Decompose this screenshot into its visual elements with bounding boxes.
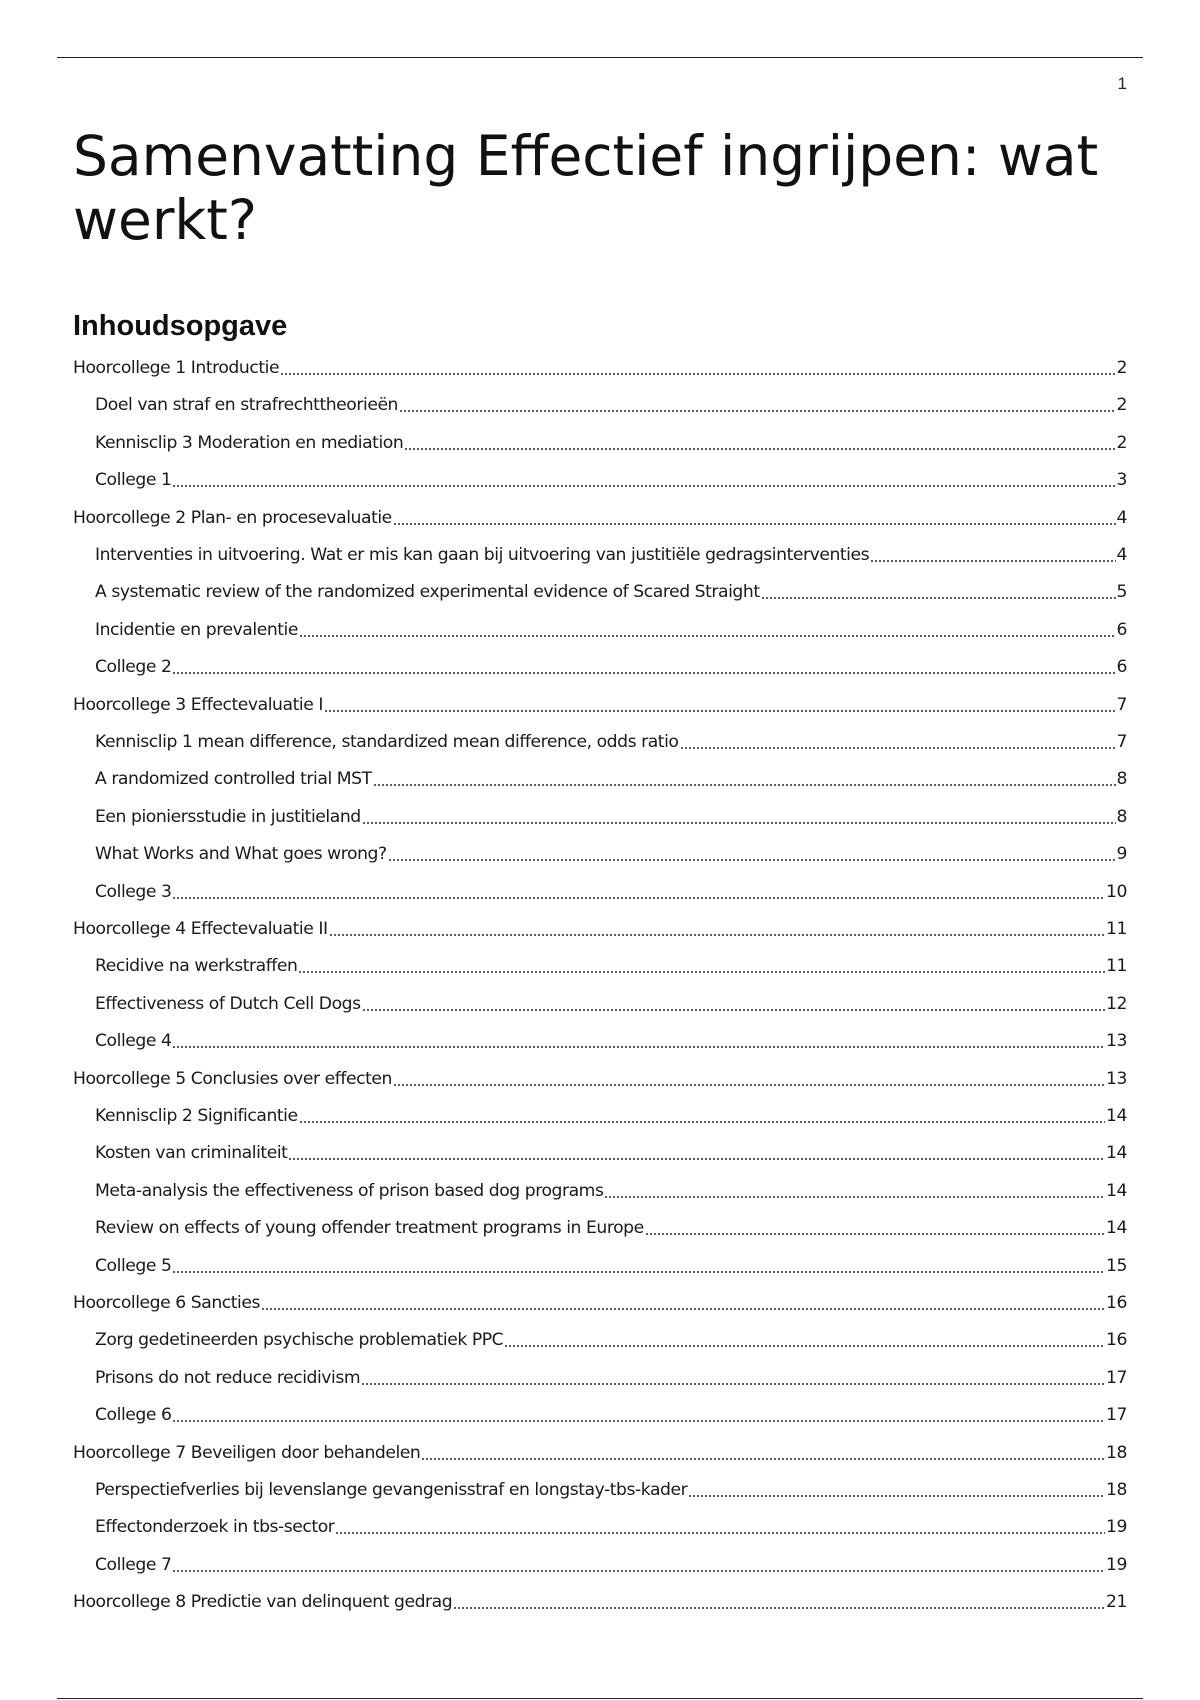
toc-entry-page: 17 bbox=[1106, 1367, 1127, 1388]
toc-dot-leader bbox=[399, 394, 1115, 416]
toc-entry[interactable] bbox=[73, 951, 1127, 977]
toc-entry-label: College 1 bbox=[95, 470, 172, 491]
toc-entry[interactable] bbox=[73, 1288, 1127, 1314]
toc-entry[interactable] bbox=[73, 428, 1127, 454]
toc-entry[interactable] bbox=[73, 1325, 1127, 1351]
toc-entry-label: A systematic review of the randomized experimental evidence of Scared Straight bbox=[95, 582, 760, 603]
toc-entry-page: 14 bbox=[1106, 1106, 1127, 1126]
toc-entry[interactable] bbox=[73, 690, 1127, 716]
toc-entry[interactable] bbox=[73, 1176, 1127, 1202]
toc-entry-label: Review on effects of young offender treatment programs in Europe bbox=[95, 1218, 644, 1239]
toc-entry[interactable] bbox=[73, 1251, 1127, 1277]
toc-entry-page: 7 bbox=[1116, 694, 1127, 715]
toc-entry-page: 18 bbox=[1106, 1480, 1127, 1500]
toc-entry-page: 14 bbox=[1106, 1143, 1127, 1164]
toc-entry-page: 13 bbox=[1106, 1031, 1127, 1052]
toc-dot-leader bbox=[680, 731, 1116, 753]
toc-entry-label: Meta-analysis the effectiveness of prison based dog programs bbox=[95, 1180, 604, 1201]
toc-entry[interactable] bbox=[73, 914, 1127, 940]
toc-dot-leader bbox=[172, 1030, 1105, 1052]
toc-entry-label: Recidive na werkstraffen bbox=[95, 956, 298, 977]
toc-entry-label: Hoorcollege 1 Introductie bbox=[73, 358, 280, 378]
toc-entry-page: 2 bbox=[1116, 395, 1127, 416]
toc-entry-page: 11 bbox=[1106, 956, 1127, 977]
toc-dot-leader bbox=[329, 918, 1105, 940]
toc-entry[interactable] bbox=[73, 877, 1127, 903]
toc-entry-page: 18 bbox=[1106, 1442, 1127, 1463]
toc-dot-leader bbox=[172, 469, 1115, 491]
toc-entry-page: 6 bbox=[1116, 657, 1127, 678]
toc-entry-page: 14 bbox=[1106, 1180, 1127, 1201]
toc-entry-label: Hoorcollege 8 Predictie van delinquent gedrag bbox=[73, 1592, 453, 1613]
toc-entry-page: 13 bbox=[1106, 1068, 1127, 1089]
toc-entry-page: 14 bbox=[1106, 1218, 1127, 1239]
toc-dot-leader bbox=[361, 1367, 1105, 1389]
toc-dot-leader bbox=[393, 507, 1116, 529]
toc-dot-leader bbox=[324, 694, 1116, 716]
toc-dot-leader bbox=[335, 1516, 1105, 1538]
toc-entry[interactable] bbox=[73, 1512, 1127, 1538]
toc-dot-leader bbox=[298, 955, 1105, 977]
toc-entry[interactable] bbox=[73, 652, 1127, 678]
toc-entry[interactable] bbox=[73, 390, 1127, 416]
toc-entry-label: College 7 bbox=[95, 1554, 172, 1575]
page-number: 1 bbox=[1117, 74, 1127, 93]
toc-entry-label: Hoorcollege 5 Conclusies over effecten bbox=[73, 1068, 392, 1089]
toc-entry[interactable] bbox=[73, 1438, 1127, 1464]
toc-dot-leader bbox=[504, 1329, 1105, 1351]
toc-entry-label: Kennisclip 1 mean difference, standardized mean difference, odds ratio bbox=[95, 732, 679, 752]
toc-entry-label: Hoorcollege 2 Plan- en procesevaluatie bbox=[73, 507, 392, 528]
toc-entry-page: 15 bbox=[1106, 1255, 1127, 1276]
toc-entry-label: College 2 bbox=[95, 657, 172, 678]
toc-entry[interactable] bbox=[73, 503, 1127, 529]
toc-dot-leader bbox=[172, 656, 1115, 678]
toc-dot-leader bbox=[645, 1217, 1105, 1239]
toc-entry-page: 4 bbox=[1116, 545, 1127, 565]
toc-dot-leader bbox=[299, 619, 1115, 641]
toc-entry-label: Perspectiefverlies bij levenslange gevangenisstraf en longstay-tbs-kader bbox=[95, 1480, 688, 1500]
toc-entry-label: Incidentie en prevalentie bbox=[95, 619, 299, 640]
toc-dot-leader bbox=[870, 544, 1115, 566]
toc-entry[interactable] bbox=[73, 1138, 1127, 1164]
document-title: Samenvatting Effectief ingrijpen: wat werkt? bbox=[73, 124, 1099, 252]
toc-entry[interactable] bbox=[73, 615, 1127, 641]
toc-entry-page: 10 bbox=[1106, 881, 1127, 902]
footer-rule bbox=[57, 1698, 1143, 1699]
toc-entry[interactable] bbox=[73, 1064, 1127, 1090]
toc-entry-page: 8 bbox=[1116, 769, 1127, 790]
toc-dot-leader bbox=[393, 1068, 1105, 1090]
toc-dot-leader bbox=[761, 581, 1116, 603]
toc-entry[interactable] bbox=[73, 1587, 1127, 1613]
toc-entry-label: College 3 bbox=[95, 881, 172, 902]
toc-entry-label: What Works and What goes wrong? bbox=[95, 844, 387, 865]
toc-entry-label: College 6 bbox=[95, 1405, 172, 1426]
toc-entry-page: 11 bbox=[1106, 919, 1127, 939]
toc-entry[interactable] bbox=[73, 1475, 1127, 1501]
toc-dot-leader bbox=[404, 432, 1115, 454]
toc-entry[interactable] bbox=[73, 1400, 1127, 1426]
toc-entry-label: Hoorcollege 3 Effectevaluatie I bbox=[73, 694, 323, 715]
toc-entry-page: 8 bbox=[1116, 806, 1127, 827]
toc-entry-label: Een pioniersstudie in justitieland bbox=[95, 806, 361, 827]
toc-entry-page: 12 bbox=[1106, 993, 1127, 1014]
toc-dot-leader bbox=[604, 1180, 1105, 1202]
toc-entry-label: Kennisclip 3 Moderation en mediation bbox=[95, 432, 404, 453]
toc-dot-leader bbox=[280, 357, 1115, 379]
toc-entry-page: 4 bbox=[1116, 507, 1127, 528]
toc-entry[interactable] bbox=[73, 353, 1127, 379]
toc-entry[interactable] bbox=[73, 727, 1127, 753]
toc-entry-label: Hoorcollege 4 Effectevaluatie II bbox=[73, 919, 328, 939]
toc-entry-label: Interventies in uitvoering. Wat er mis kan gaan bij uitvoering van justitiële gedragsinterventies bbox=[95, 545, 870, 565]
toc-entry-page: 19 bbox=[1106, 1517, 1127, 1538]
toc-entry-label: College 4 bbox=[95, 1031, 172, 1052]
toc-entry-label: Hoorcollege 7 Beveiligen door behandelen bbox=[73, 1442, 421, 1463]
toc-entry[interactable] bbox=[73, 839, 1127, 865]
toc-entry[interactable] bbox=[73, 1026, 1127, 1052]
toc-entry[interactable] bbox=[73, 764, 1127, 790]
toc-entry[interactable] bbox=[73, 1363, 1127, 1389]
toc-dot-leader bbox=[373, 768, 1116, 790]
toc-dot-leader bbox=[688, 1479, 1105, 1501]
toc-entry-label: Kosten van criminaliteit bbox=[95, 1143, 288, 1164]
toc-entry-page: 19 bbox=[1106, 1554, 1127, 1575]
toc-dot-leader bbox=[421, 1442, 1105, 1464]
toc-entry[interactable] bbox=[73, 577, 1127, 603]
toc-dot-leader bbox=[362, 993, 1105, 1015]
toc-entry-label: A randomized controlled trial MST bbox=[95, 769, 372, 790]
toc-dot-leader bbox=[172, 1255, 1105, 1277]
toc-entry-page: 16 bbox=[1106, 1293, 1127, 1313]
toc-entry-page: 2 bbox=[1116, 358, 1127, 378]
toc-dot-leader bbox=[172, 881, 1105, 903]
toc-entry[interactable] bbox=[73, 989, 1127, 1015]
toc-dot-leader bbox=[288, 1142, 1105, 1164]
toc-entry[interactable] bbox=[73, 1213, 1127, 1239]
toc-entry-label: Prisons do not reduce recidivism bbox=[95, 1367, 361, 1388]
toc-entry-label: College 5 bbox=[95, 1255, 172, 1276]
toc-entry-page: 16 bbox=[1106, 1330, 1127, 1351]
toc-entry-page: 2 bbox=[1116, 432, 1127, 453]
toc-heading: Inhoudsopgave bbox=[73, 310, 288, 342]
toc-entry-label: Zorg gedetineerden psychische problematiek PPC bbox=[95, 1330, 504, 1351]
toc-dot-leader bbox=[299, 1105, 1105, 1127]
toc-entry-label: Kennisclip 2 Significantie bbox=[95, 1106, 298, 1126]
toc-entry-page: 21 bbox=[1106, 1592, 1127, 1613]
toc-dot-leader bbox=[362, 806, 1116, 828]
toc-dot-leader bbox=[261, 1292, 1105, 1314]
toc-entry-page: 17 bbox=[1106, 1405, 1127, 1426]
toc-entry[interactable] bbox=[73, 802, 1127, 828]
toc-entry-page: 6 bbox=[1116, 619, 1127, 640]
toc-entry-page: 3 bbox=[1116, 470, 1127, 491]
toc-entry[interactable] bbox=[73, 1101, 1127, 1127]
toc-entry-page: 5 bbox=[1116, 582, 1127, 603]
toc-entry-page: 9 bbox=[1116, 844, 1127, 865]
toc-dot-leader bbox=[388, 843, 1116, 865]
toc-entry-label: Effectonderzoek in tbs-sector bbox=[95, 1517, 335, 1538]
toc-entry[interactable] bbox=[73, 1550, 1127, 1576]
toc-entry[interactable] bbox=[73, 465, 1127, 491]
toc-dot-leader bbox=[172, 1404, 1105, 1426]
header-rule bbox=[57, 57, 1143, 58]
toc-dot-leader bbox=[453, 1591, 1105, 1613]
toc-entry[interactable] bbox=[73, 540, 1127, 566]
toc-entry-label: Effectiveness of Dutch Cell Dogs bbox=[95, 993, 361, 1014]
toc-entry-page: 7 bbox=[1116, 732, 1127, 752]
toc-dot-leader bbox=[172, 1554, 1105, 1576]
toc-entry-label: Hoorcollege 6 Sancties bbox=[73, 1293, 261, 1313]
toc-entry-label: Doel van straf en strafrechttheorieën bbox=[95, 395, 399, 416]
